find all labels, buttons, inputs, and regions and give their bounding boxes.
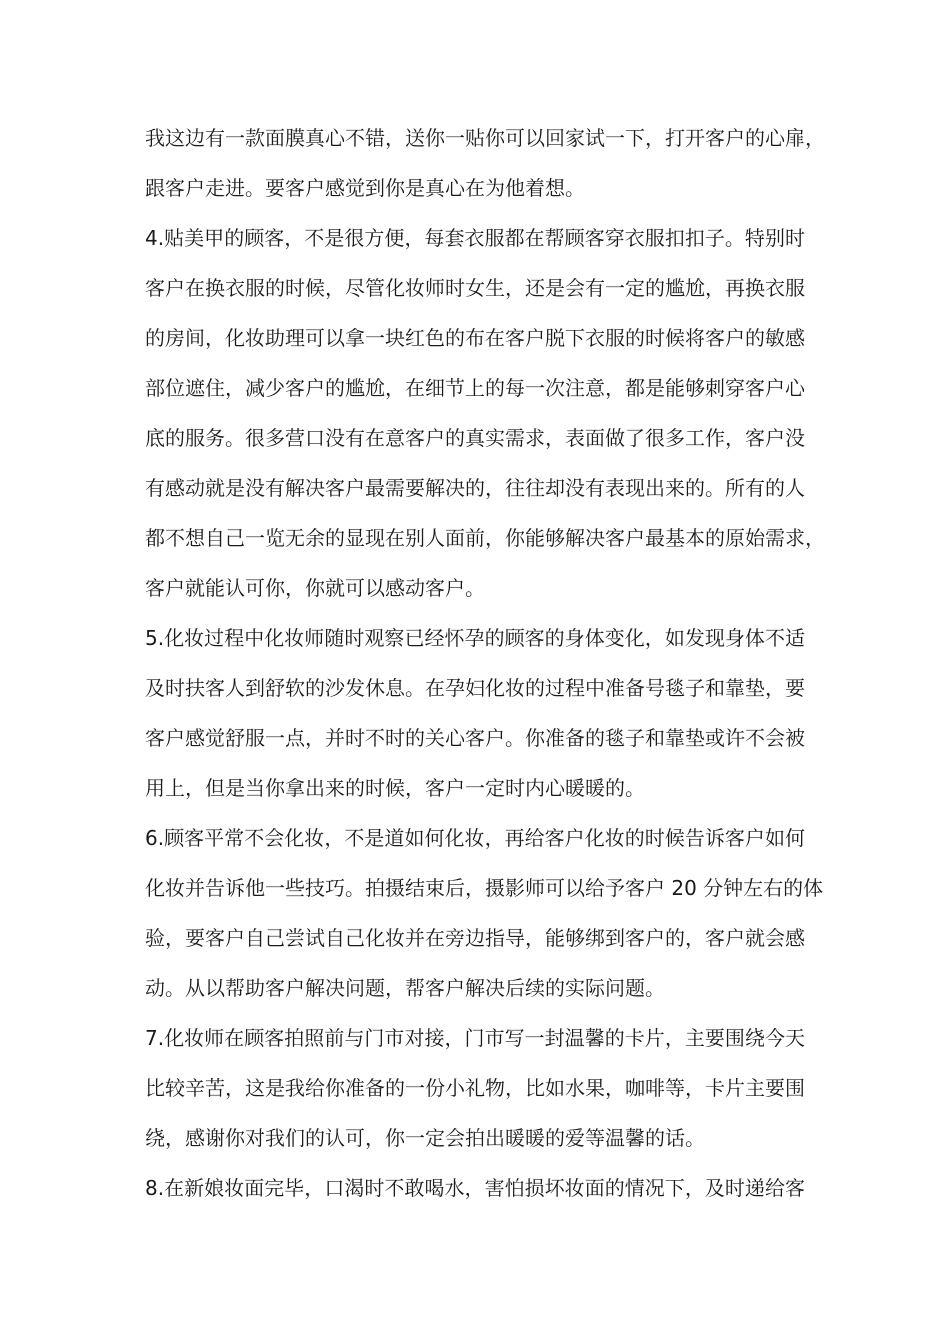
text-line: 客户在换衣服的时候，尽管化妆师时女生，还是会有一定的尴尬，再换衣服 (145, 276, 805, 300)
text-line: 6.顾客平常不会化妆，不是道如何化妆，再给客户化妆的时候告诉客户如何 (145, 826, 805, 850)
text-line: 7.化妆师在顾客拍照前与门市对接，门市写一封温馨的卡片，主要围绕今天 (145, 1026, 805, 1050)
text-line: 有感动就是没有解决客户最需要解决的，往往却没有表现出来的。所有的人 (145, 476, 805, 500)
text-line: 跟客户走进。要客户感觉到你是真心在为他着想。 (145, 176, 585, 200)
text-line: 客户感觉舒服一点，并时不时的关心客户。你准备的毯子和靠垫或许不会被 (145, 726, 805, 750)
text-line: 比较辛苦，这是我给你准备的一份小礼物，比如水果，咖啡等，卡片主要围 (145, 1076, 805, 1100)
text-line: 部位遮住，减少客户的尴尬，在细节上的每一次注意，都是能够刺穿客户心 (145, 376, 805, 400)
text-line: 4.贴美甲的顾客，不是很方便，每套衣服都在帮顾客穿衣服扣扣子。特别时 (145, 226, 805, 250)
text-line: 底的服务。很多营口没有在意客户的真实需求，表面做了很多工作，客户没 (145, 426, 805, 450)
text-line: 5.化妆过程中化妆师随时观察已经怀孕的顾客的身体变化，如发现身体不适 (145, 626, 805, 650)
text-line: 化妆并告诉他一些技巧。拍摄结束后，摄影师可以给予客户 20 分钟左右的体 (145, 876, 824, 900)
text-line: 验，要客户自己尝试自己化妆并在旁边指导，能够绑到客户的，客户就会感 (145, 926, 805, 950)
text-line: 客户就能认可你，你就可以感动客户。 (145, 576, 485, 600)
text-line: 及时扶客人到舒软的沙发休息。在孕妇化妆的过程中准备号毯子和靠垫，要 (145, 676, 805, 700)
text-line: 8.在新娘妆面完毕，口渴时不敢喝水，害怕损坏妆面的情况下，及时递给客 (145, 1176, 805, 1200)
text-line: 用上，但是当你拿出来的时候，客户一定时内心暖暖的。 (145, 776, 645, 800)
text-line: 绕，感谢你对我们的认可，你一定会拍出暖暖的爱等温馨的话。 (145, 1126, 705, 1150)
text-line: 我这边有一款面膜真心不错，送你一贴你可以回家试一下，打开客户的心扉， (145, 126, 825, 150)
text-line: 动。从以帮助客户解决问题，帮客户解决后续的实际问题。 (145, 976, 665, 1000)
text-line: 的房间，化妆助理可以拿一块红色的布在客户脱下衣服的时候将客户的敏感 (145, 326, 805, 350)
text-line: 都不想自己一览无余的显现在别人面前，你能够解决客户最基本的原始需求， (145, 526, 825, 550)
